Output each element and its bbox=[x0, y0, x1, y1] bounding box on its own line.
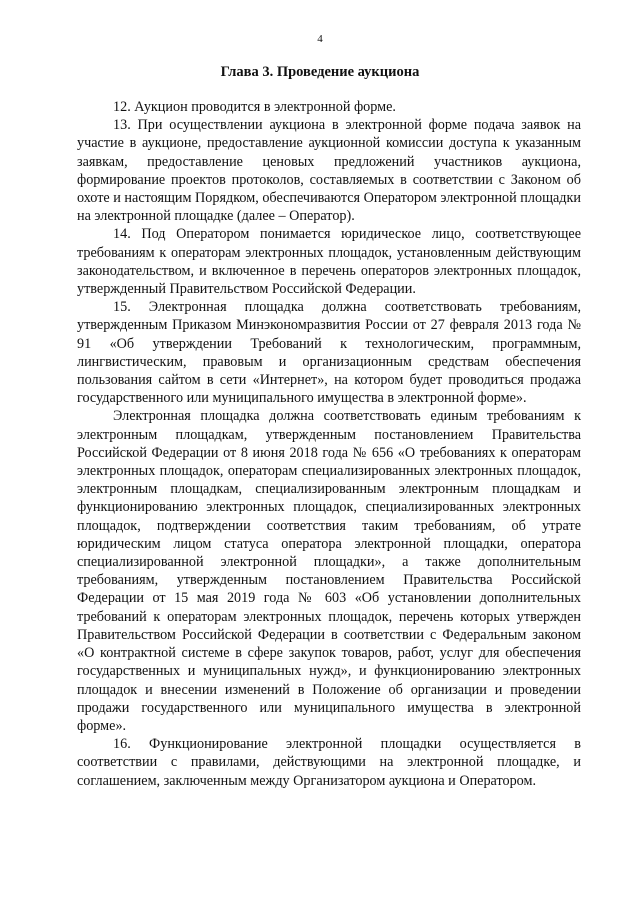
chapter-heading: Глава 3. Проведение аукциона bbox=[220, 64, 420, 80]
paragraph-16: 16. Функционирование электронной площадки осуществляется в соответствии с правилами, действующими на электронной площадке, и соглашением, заключенным между Организатором аукциона и Оператором. bbox=[77, 736, 581, 789]
paragraph-13: 13. При осуществлении аукциона в электронной форме подача заявок на участие в аукционе, предоставление аукционной комиссии доступа к указанным заявкам, предоставление ценовых предложений участников аукциона, формирование проектов протоколов, составляемых в соответствии с Законом об охоте и настоящим Порядком, обеспечиваются Оператором электронной площадки на электронной площадке (далее – Оператор). bbox=[77, 117, 581, 225]
paragraph-12: 12. Аукцион проводится в электронной форме. bbox=[113, 99, 396, 115]
paragraph-15-continued: Электронная площадка должна соответствовать единым требованиям к электронным площадкам, утвержденным постановлением Правительства Российской Федерации от 8 июня 2018 года № 656 «О требованиях к операторам электронных площадок, операторам специализированных электронных площадок, электронным площадкам, специализированным электронным площадкам и функционированию электронных площадок, специализированных электронных площадок, подтверждении соответствия таким требованиям, об утрате юридическим лицом статуса оператора электронной площадки, оператора специализированной электронной площадки», а также дополнительным требованиям, утвержденным постановлением Правительства Российской Федерации от 15 мая 2019 года № 603 «Об установлении дополнительных требований к операторам электронных площадок, перечень которых утвержден Правительством Российской Федерации в соответствии с Федеральным законом «О контрактной системе в сфере закупок товаров, работ, услуг для обеспечения государственных и муниципальных нужд», и функционированию электронных площадок и внесении изменений в Положение об организации и проведении продажи государственного или муниципального имущества в электронной форме». bbox=[77, 408, 581, 734]
page-number: 4 bbox=[317, 33, 323, 45]
document-body bbox=[77, 98, 581, 790]
paragraph-15: 15. Электронная площадка должна соответствовать требованиям, утвержденным Приказом Минэкономразвития России от 27 февраля 2013 года № 91 «Об утверждении Требований к технологическим, программным, лингвистическим, правовым и организационным средствам обеспечения пользования сайтом в сети «Интернет», на котором будет проводиться продажа государственного или муниципального имущества в электронной форме». bbox=[77, 299, 581, 407]
paragraph-14: 14. Под Оператором понимается юридическое лицо, соответствующее требованиям к операторам электронных площадок, установленным действующим законодательством, и включенное в перечень операторов электронных площадок, утвержденный Правительством Российской Федерации. bbox=[77, 226, 581, 298]
